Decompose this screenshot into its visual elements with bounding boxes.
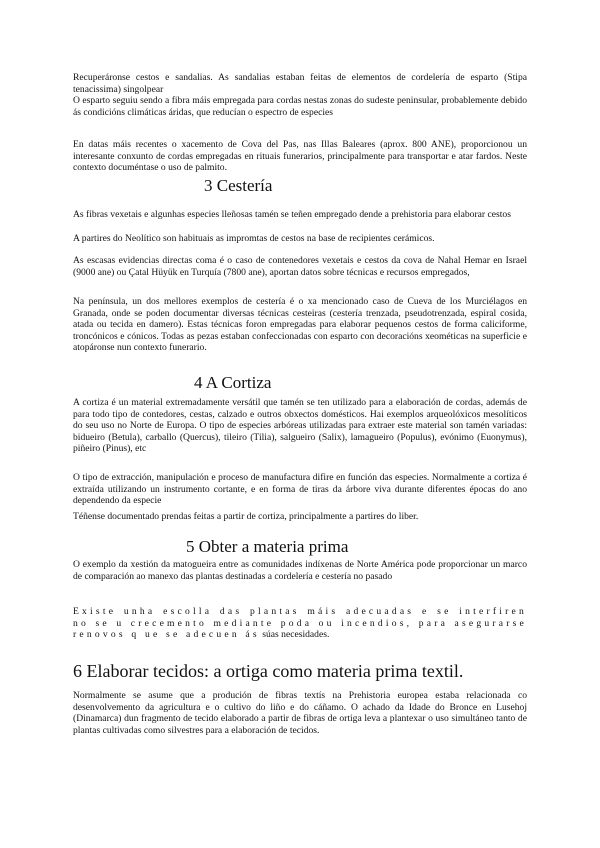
heading-cortiza: 4 A Cortiza (194, 373, 272, 392)
paragraph-evidencias: As escasas evidencias directas coma é o caso de contenedores vexetais e cestos da cova de Nahal Hemar en Israel (9000 ane) ou Çatal Hüyük en Turquía (7800 ane), aportan datos sobre técnicas e recursos empregados, (73, 255, 527, 278)
heading-materia-prima: 5 Obter a materia prima (186, 537, 349, 556)
paragraph-murcielagos: Na península, un dos mellores exemplos de cestería é o xa mencionado caso de Cueva de los Murciélagos en Granada, onde se poden documentar diversas técnicas cesteiras (cestería trenzada, pseudotrenzada, espiral cosida, atada ou tecida en damero). Estas técnicas foron empregadas para elaborar pequenos cestos de forma caliciforme, troncónicos e cónicos. Todas as pezas estaban confeccionadas con esparto con decoracións xeométicas na superficie e atopáronse nun contexto funerario. (73, 296, 527, 354)
paragraph-esparto: O esparto seguiu sendo a fibra máis empregada para cordas nestas zonas do sudeste peninsular, probablemente debido ás condicións climáticas áridas, que reducían o espectro de especies (73, 95, 527, 118)
paragraph-prendas: Téñense documentado prendas feitas a partir de cortiza, principalmente a partires do liber. (73, 511, 419, 522)
paragraph-extraccion: O tipo de extracción, manipulación e proceso de manufactura difire en función das especies. Normalmente a cortiza é extraída utilizando un instrumento cortante, e en forma de tiras da árbore viva durante diferentes épocas do ano dependendo da especie (73, 472, 527, 507)
paragraph-escolla-spaced: Existe unha escolla das plantas máis adecuadas e se interfiren no se u crecemento mediante poda ou incendios, para asegurarse renovos q ue se adecuen ás (73, 606, 527, 641)
paragraph-fibras-vexetais: As fibras vexetais e algunhas especies lleñosas tamén se teñen empregado dende a prehistoria para elaborar cestos (73, 209, 511, 220)
paragraph-sandalias: Recuperáronse cestos e sandalias. As sandalias estaban feitas de elementos de cordelería de esparto (Stipa tenacissima) singolpear (73, 72, 527, 95)
paragraph-fibras-textis: Normalmente se asume que a produción de fibras textís na Prehistoria europea estaba relacionada co desenvolvemento da agricultura e o cultivo do liño e do cáñamo. O achado da Idade do Bronce en Lusehoj (Dinamarca) dun fragmento de tecido elaborado a partir de fibras de ortiga leva a plantexar o uso simultáneo tanto de plantas cultivadas como silvestres para a elaboración de tecidos. (73, 690, 527, 736)
heading-cesteria: 3 Cestería (204, 176, 273, 195)
paragraph-escolla-plantas (73, 606, 527, 641)
paragraph-escolla-end: súas necesidades. (259, 629, 330, 641)
paragraph-cortiza-material: A cortiza é un material extremadamente versátil que tamén se ten utilizado para a elaboración de cordas, además de para todo tipo de contedores, cestas, calzado e outros obxectos domésticos. Hai exemplos arqueolóxicos mesolíticos do seu uso no Norte de Europa. O tipo de especies arbóreas utilizadas para extraer este material son tamén variadas: bidueiro (Betula), carballo (Quercus), tileiro (Tilia), salgueiro (Salix), lamagueiro (Populus), evónimo (Euonymus), piñeiro (Pinus), etc (73, 397, 527, 455)
paragraph-neolitico: A partires do Neolítico son habituais as impromtas de cestos na base de recipientes cerámicos. (73, 233, 435, 244)
paragraph-cova-del-pas: En datas máis recentes o xacemento de Cova del Pas, nas Illas Baleares (aprox. 800 ANE), proporcionou un interesante conxunto de cordas empregadas en rituais funerarios, principalmente para transportar e atar fardos. Neste contexto documéntase o uso de palmito. (73, 139, 527, 174)
paragraph-matogueira: O exemplo da xestión da matogueira entre as comunidades indíxenas de Norte América pode proporcionar un marco de comparación ao manexo das plantas destinadas a cordelería e cestería no pasado (73, 559, 527, 582)
heading-tecidos-ortiga: 6 Elaborar tecidos: a ortiga como materia prima textil. (73, 661, 464, 681)
